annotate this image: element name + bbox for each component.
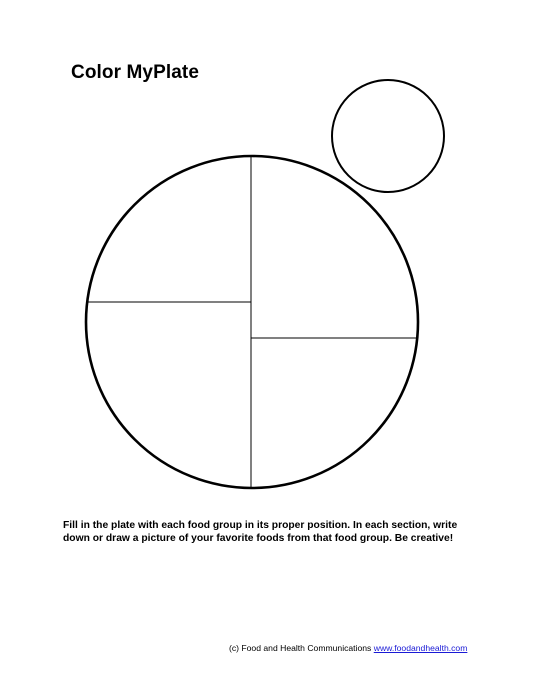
dairy-cup-circle — [332, 80, 444, 192]
footer-credit: (c) Food and Health Communications — [229, 643, 372, 653]
footer-link[interactable]: www.foodandhealth.com — [373, 643, 468, 653]
footer — [229, 643, 467, 653]
page-title: Color MyPlate — [71, 62, 199, 83]
instructions-text — [63, 519, 483, 545]
plate-circle — [86, 156, 418, 488]
instructions-line-2: down or draw a picture of your favorite foods from that food group. Be creative! — [63, 533, 454, 544]
instructions-line-1: Fill in the plate with each food group in its proper position. In each section, write — [63, 520, 458, 531]
